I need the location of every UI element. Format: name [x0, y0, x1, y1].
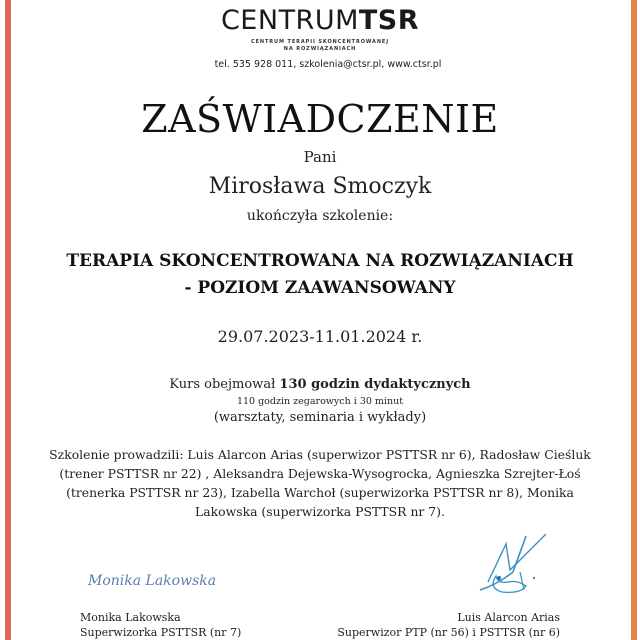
trainers-paragraph: Szkolenie prowadzili: Luis Alarcon Arias (superwizor PSTTSR nr 6), Radosław Cieśluk (trener PSTTSR nr 22) , Aleksandra Dejewska-Wysogrocka, Agnieszka Szrejter-Łoś (trenerka PSTTSR nr 23), Izabella Warchoł (superwizorka PSTTSR nr 8), Monika Lakowska (superwizorka PSTTSR nr 7).	[49, 447, 591, 519]
signature-luis-alarcon-arias	[468, 532, 558, 594]
signatory-left	[80, 610, 241, 640]
recipient-name: Mirosława Smoczyk	[208, 174, 432, 199]
course-clock-hours: 110 godzin zegarowych i 30 minut	[236, 396, 404, 407]
logo-subtitle-line1: CENTRUM TERAPII SKONCENTROWANEJ	[251, 39, 389, 45]
signatory-left-role: Superwizorka PSTTSR (nr 7)	[80, 626, 242, 639]
logo-subtitle-line2: NA ROZWIĄZANIACH	[283, 46, 357, 52]
course-hours-bold: 130 godzin dydaktycznych	[279, 377, 471, 392]
right-decorative-bar	[631, 0, 637, 640]
handwritten-signature-text: Monika Lakowska	[88, 573, 216, 589]
logo-wordmark-light: CENTRUM	[220, 5, 359, 36]
contact-info: tel. 535 928 011, szkolenia@ctsr.pl, www.ctsr.pl	[214, 59, 442, 70]
course-hours-prefix: Kurs obejmował	[169, 377, 280, 392]
course-title-line1: TERAPIA SKONCENTROWANA NA ROZWIĄZANIACH	[66, 251, 574, 271]
completed-text: ukończyła szkolenie:	[246, 208, 394, 224]
course-title-line2: - POZIOM ZAAWANSOWANY	[184, 278, 456, 298]
centrum-tsr-logo	[0, 6, 640, 71]
course-title	[0, 248, 640, 302]
signature-monika-lakowska	[86, 565, 216, 595]
course-dates: 29.07.2023-11.01.2024 r.	[217, 327, 423, 346]
course-hours	[0, 377, 640, 393]
course-format: (warsztaty, seminaria i wykłady)	[213, 410, 427, 425]
certificate-title: ZAŚWIADCZENIE	[141, 97, 499, 141]
signatory-left-name: Monika Lakowska	[80, 611, 181, 624]
signatory-right-role: Superwizor PTP (nr 56) i PSTTSR (nr 6)	[337, 626, 560, 639]
signatory-right	[337, 610, 560, 640]
signatory-right-name: Luis Alarcon Arias	[457, 611, 560, 624]
salutation: Pani	[303, 148, 337, 166]
left-decorative-bar	[5, 0, 11, 640]
logo-wordmark-bold: TSR	[358, 5, 420, 36]
logo-wordmark	[0, 6, 640, 36]
